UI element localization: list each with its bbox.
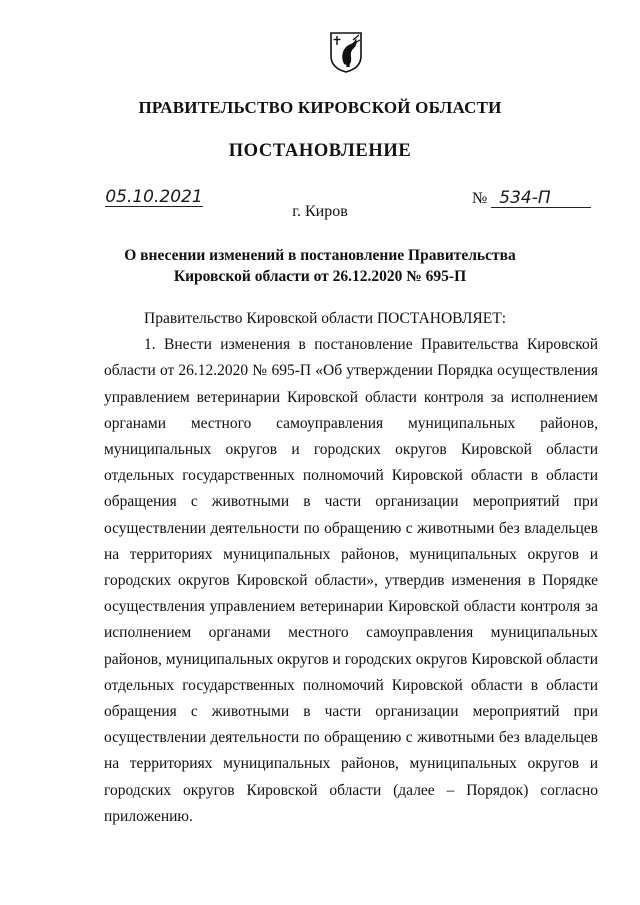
document-body bbox=[104, 306, 598, 830]
city-label: г. Киров bbox=[292, 203, 348, 220]
subject-line-2: Кировской области от 26.12.2020 № 695-П bbox=[173, 268, 467, 285]
document-type-heading: ПОСТАНОВЛЕНИЕ bbox=[228, 141, 412, 161]
coat-of-arms-icon bbox=[328, 30, 364, 74]
document-number: 534-П bbox=[491, 189, 591, 208]
document-date: 05.10.2021 bbox=[105, 187, 203, 207]
organization-title: ПРАВИТЕЛЬСТВО КИРОВСКОЙ ОБЛАСТИ bbox=[138, 98, 502, 117]
paragraph-1: 1. Внести изменения в постановление Правительства Кировской области от 26.12.2020 № 695-П «Об утверждении Порядка осуществления управлением ветеринарии Кировской области контроля за исполнением органами местного самоуправления муниципальных районов, муниципальных округов и городских округов Кировской области отдельных государственных полномочий Кировской области в области обращения с животными в части организации мероприятий при осуществлении деятельности по обращению с животными без владельцев на территориях муниципальных районов, муниципальных округов и городских округов Кировской области», утвердив изменения в Порядке осуществления управлением ветеринарии Кировской области контроля за исполнением органами местного самоуправления муниципальных районов, муниципальных округов и городских округов Кировской области отдельных государственных полномочий Кировской области в области обращения с животными в части организации мероприятий при осуществлении деятельности по обращению с животными без владельцев на территориях муниципальных районов, муниципальных округов и городских округов Кировской области (далее – Порядок) согласно приложению. bbox=[104, 336, 598, 825]
number-sign: № bbox=[472, 190, 488, 207]
resolution-lead: Правительство Кировской области ПОСТАНОВЛЯЕТ: bbox=[144, 310, 507, 327]
subject-line-1: О внесении изменений в постановление Правительства bbox=[124, 247, 516, 264]
document-subject bbox=[0, 245, 640, 287]
